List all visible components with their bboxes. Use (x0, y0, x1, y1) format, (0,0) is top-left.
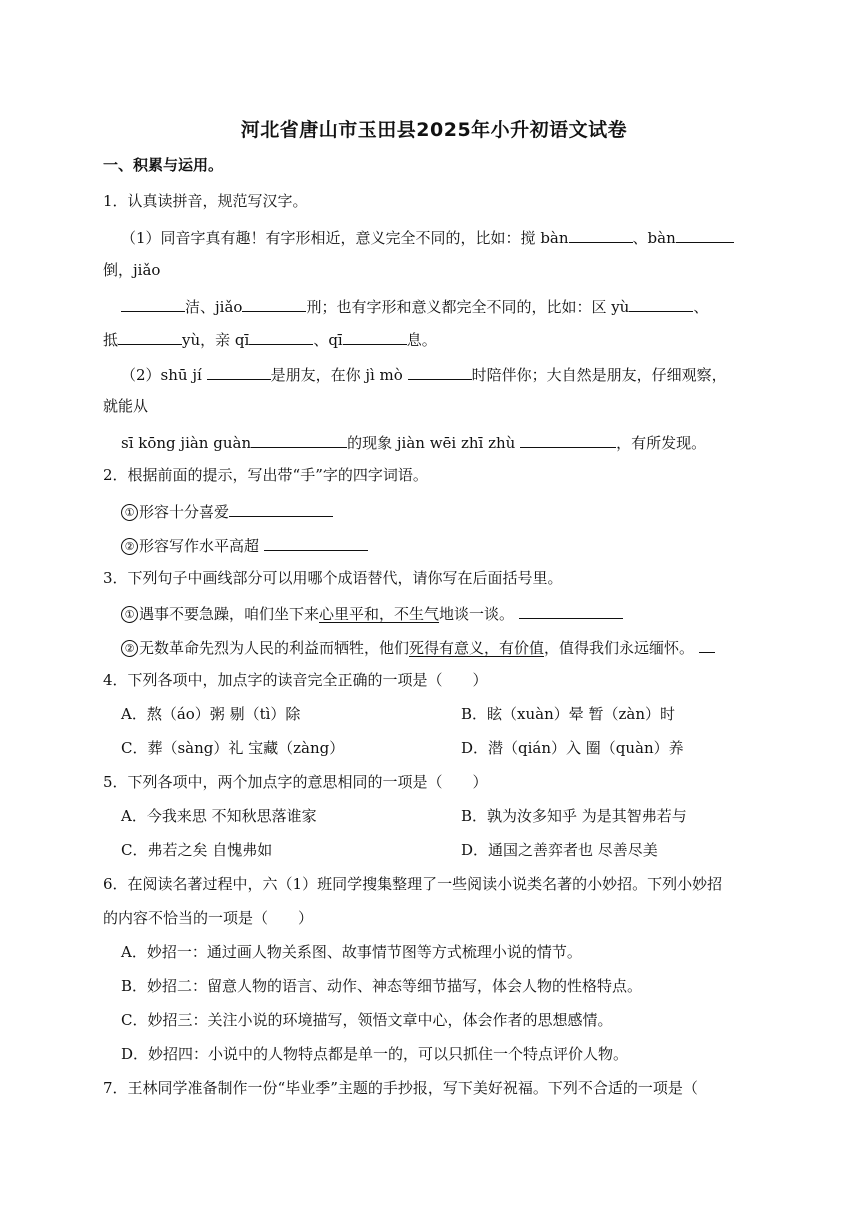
answer-blank[interactable] (242, 295, 306, 312)
question-1-part2-line1 (121, 363, 727, 385)
section-heading: 一、积累与运用。 (103, 156, 224, 174)
option-c[interactable]: C．葬（sàng）礼 宝藏（zàng） (121, 739, 345, 757)
question-2-stem: 2．根据前面的提示，写出带“手”字的四字词语。 (103, 466, 428, 484)
text: yù，亲 qī (182, 331, 250, 349)
question-1-part1-line1 (121, 226, 734, 248)
question-2-item2 (121, 534, 368, 556)
answer-blank[interactable] (408, 363, 472, 380)
page-title: 河北省唐山市玉田县2025年小升初语文试卷 (240, 119, 628, 141)
text: 、qī (313, 331, 343, 349)
text: 洁、jiǎo (185, 298, 243, 316)
option-a[interactable]: A．熬（áo）粥 剔（tì）除 (121, 705, 301, 723)
question-1-part2-line2: 就能从 (103, 397, 149, 415)
answer-blank[interactable] (229, 500, 333, 517)
question-1-part1-line4 (103, 328, 437, 350)
text: 遇事不要急躁，咱们坐下来 (139, 605, 320, 623)
text: 息。 (406, 331, 437, 349)
text: 抵 (103, 331, 119, 349)
item-number: ① (121, 504, 138, 521)
question-3-item2 (121, 636, 715, 658)
answer-blank[interactable] (251, 431, 347, 448)
text: sī kōng jiàn guàn (121, 434, 252, 452)
question-2-item1 (121, 500, 333, 522)
text: ，值得我们永远缅怀。 (544, 639, 695, 657)
text: 的现象 jiàn wēi zhī zhù (347, 434, 516, 452)
underlined-text: 心里平和，不生气 (319, 605, 440, 623)
option-b[interactable]: B．妙招二：留意人物的语言、动作、神态等细节描写，体会人物的性格特点。 (121, 977, 643, 995)
option-d[interactable]: D．潜（qián）入 圈（quàn）养 (461, 739, 684, 757)
text: 是朋友，在你 jì mò (270, 366, 403, 384)
answer-blank[interactable] (264, 534, 368, 551)
answer-blank[interactable] (629, 295, 693, 312)
text: 形容十分喜爱 (139, 503, 230, 521)
item-number: ② (121, 538, 138, 555)
answer-blank[interactable] (249, 328, 313, 345)
answer-blank[interactable] (207, 363, 271, 380)
answer-blank[interactable] (118, 328, 182, 345)
answer-blank[interactable] (569, 226, 633, 243)
question-6-stem-line1: 6．在阅读名著过程中，六（1）班同学搜集整理了一些阅读小说类名著的小妙招。下列小妙招 (103, 875, 723, 893)
answer-blank[interactable] (121, 295, 185, 312)
answer-blank[interactable] (519, 602, 623, 619)
question-4-stem: 4．下列各项中，加点字的读音完全正确的一项是（ ） (103, 671, 488, 689)
question-5-stem: 5．下列各项中，两个加点字的意思相同的一项是（ ） (103, 773, 488, 791)
question-3-stem: 3．下列句子中画线部分可以用哪个成语替代，请你写在后面括号里。 (103, 569, 563, 587)
option-d[interactable]: D．妙招四：小说中的人物特点都是单一的，可以只抓住一个特点评价人物。 (121, 1045, 629, 1063)
question-6-stem-line2: 的内容不恰当的一项是（ ） (103, 909, 314, 927)
question-1-part1-line3 (121, 295, 708, 317)
answer-blank[interactable] (343, 328, 407, 345)
question-3-item1 (121, 602, 623, 624)
text: 时陪伴你；大自然是朋友，仔细观察， (471, 366, 727, 384)
option-b[interactable]: B．眩（xuàn）晕 暂（zàn）时 (461, 705, 676, 723)
option-a[interactable]: A．今我来思 不知秋思落谁家 (121, 807, 317, 825)
item-number: ① (121, 606, 138, 623)
option-d[interactable]: D．通国之善弈者也 尽善尽美 (461, 841, 658, 859)
underlined-text: 死得有意义，有价值 (409, 639, 545, 657)
text: （1）同音字真有趣！有字形相近，意义完全不同的，比如：搅 bàn (121, 229, 569, 247)
text: 无数革命先烈为人民的利益而牺牲，他们 (139, 639, 410, 657)
answer-blank[interactable] (676, 226, 734, 243)
text: 、 (693, 298, 709, 316)
question-1-part2-line3 (121, 431, 706, 453)
option-c[interactable]: C．弗若之矣 自愧弗如 (121, 841, 273, 859)
text: 刑；也有字形和意义都完全不同的，比如：区 yù (306, 298, 630, 316)
item-number: ② (121, 640, 138, 657)
question-7-stem: 7．王林同学准备制作一份“毕业季”主题的手抄报，写下美好祝福。下列不合适的一项是（ (103, 1079, 698, 1097)
question-1-part1-line2: 倒，jiǎo (103, 261, 161, 279)
question-1-stem: 1．认真读拼音，规范写汉字。 (103, 192, 308, 210)
answer-blank[interactable] (520, 431, 616, 448)
answer-blank[interactable] (699, 636, 715, 653)
option-a[interactable]: A．妙招一：通过画人物关系图、故事情节图等方式梳理小说的情节。 (121, 943, 582, 961)
text: （2）shū jí (121, 366, 202, 384)
text: 形容写作水平高超 (139, 537, 260, 555)
option-b[interactable]: B．孰为汝多知乎 为是其智弗若与 (461, 807, 687, 825)
text: 、bàn (632, 229, 676, 247)
option-c[interactable]: C．妙招三：关注小说的环境描写，领悟文章中心，体会作者的思想感情。 (121, 1011, 613, 1029)
text: 地谈一谈。 (439, 605, 515, 623)
text: ，有所发现。 (616, 434, 707, 452)
